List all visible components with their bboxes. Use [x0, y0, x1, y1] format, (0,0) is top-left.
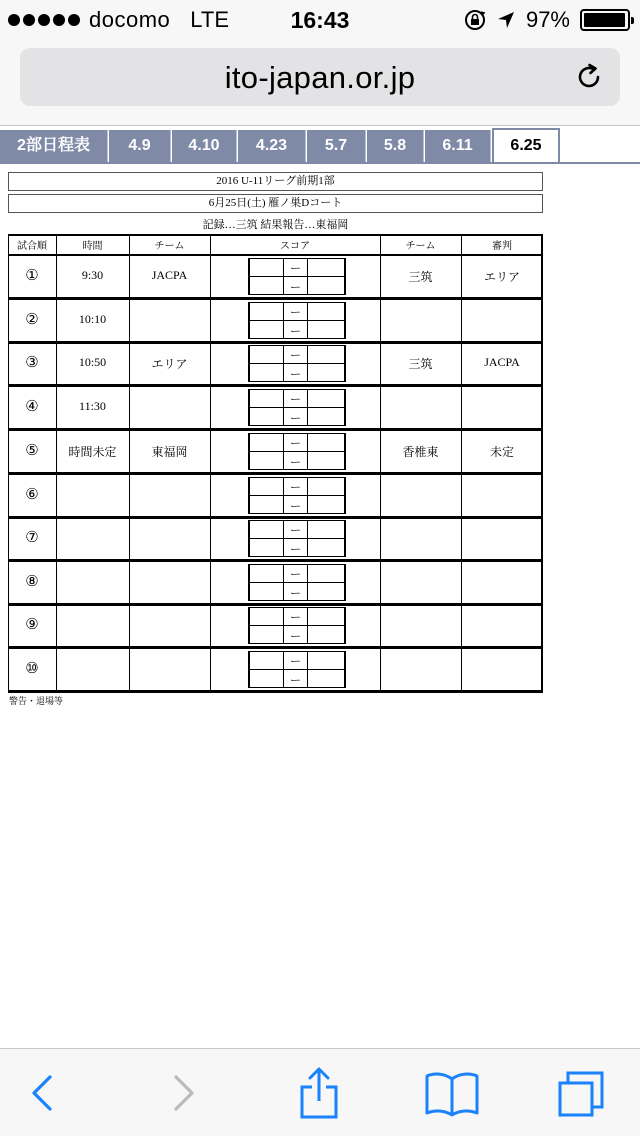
score-dash: ー — [290, 656, 301, 668]
row-col-line — [56, 517, 57, 561]
cell-team2: 三筑 — [408, 357, 433, 371]
row-divider — [8, 472, 543, 475]
tab-2[interactable]: 4.10 — [172, 130, 237, 162]
row-col-line — [461, 561, 462, 605]
score-dash: ー — [290, 282, 301, 294]
tab-5[interactable]: 5.8 — [367, 130, 424, 162]
cell-time: 時間未定 — [68, 445, 117, 459]
score-dash: ー — [290, 394, 301, 406]
row-col-line — [461, 604, 462, 648]
row-col-line — [210, 386, 211, 430]
tab-7[interactable]: 6.25 — [492, 128, 560, 162]
header-divider — [8, 254, 543, 256]
row-col-line — [129, 604, 130, 648]
score-dash: ー — [290, 525, 301, 537]
row-col-line — [210, 561, 211, 605]
row-col-line — [56, 474, 57, 518]
bookmarks-icon[interactable] — [424, 1067, 480, 1119]
cell-no: ④ — [25, 399, 39, 415]
cell-team2: 香椎東 — [402, 445, 439, 459]
date-tab-strip — [0, 128, 640, 164]
header-time: 時間 — [82, 241, 103, 252]
carrier-name: docomo — [89, 7, 171, 32]
score-box-top — [248, 258, 346, 259]
score-box-mid — [248, 363, 346, 364]
grid-border-right — [541, 234, 543, 692]
score-box-mid — [248, 495, 346, 496]
cell-referee: エリア — [483, 270, 520, 284]
score-box-mid — [248, 625, 346, 626]
row-col-line — [210, 648, 211, 692]
score-dash: ー — [290, 263, 301, 275]
status-bar — [0, 0, 640, 40]
row-divider — [8, 297, 543, 300]
score-dash: ー — [290, 350, 301, 362]
footnote: 警告・退場等 — [9, 696, 64, 706]
row-col-line — [210, 604, 211, 648]
score-box-mid — [248, 407, 346, 408]
score-box-top — [248, 302, 346, 303]
status-right — [464, 7, 630, 33]
cell-time: 11:30 — [79, 399, 106, 413]
address-bar[interactable] — [20, 48, 620, 106]
record-note: 記録…三筑 結果報告…東福岡 — [202, 219, 349, 231]
score-dash: ー — [290, 569, 301, 581]
score-box-mid — [248, 669, 346, 670]
score-dash: ー — [290, 631, 301, 643]
row-divider — [8, 428, 543, 431]
status-time: 16:43 — [290, 7, 350, 33]
battery-percent: 97% — [525, 7, 570, 32]
row-col-line — [380, 561, 381, 605]
score-box-top — [248, 651, 346, 652]
row-divider — [8, 646, 543, 649]
cell-referee: JACPA — [484, 355, 520, 369]
browser-toolbar — [0, 1048, 640, 1136]
forward-chevron-icon[interactable] — [158, 1067, 208, 1119]
row-col-line — [210, 342, 211, 386]
score-box-mid — [248, 538, 346, 539]
tab-0[interactable]: 2部日程表 — [0, 130, 108, 162]
grid-border-top — [8, 234, 543, 236]
score-box-mid — [248, 451, 346, 452]
cell-no: ① — [25, 268, 39, 284]
row-col-line — [461, 474, 462, 518]
tab-3[interactable]: 4.23 — [238, 130, 306, 162]
row-col-line — [461, 299, 462, 343]
row-col-line — [380, 474, 381, 518]
score-box-mid — [248, 320, 346, 321]
row-col-line — [210, 299, 211, 343]
grid-border-bottom — [8, 690, 543, 693]
score-box-mid — [248, 276, 346, 277]
header-score: スコア — [280, 241, 310, 252]
row-col-line — [461, 648, 462, 692]
browser-header — [0, 40, 640, 126]
score-box-top — [248, 433, 346, 434]
row-col-line — [56, 648, 57, 692]
rotation-lock-icon — [464, 9, 486, 31]
schedule-title: 2016 U-11リーグ前期1部 — [8, 172, 543, 191]
cell-no: ⑩ — [25, 661, 39, 677]
cell-time: 10:10 — [78, 312, 107, 326]
cell-team1: エリア — [151, 357, 188, 371]
back-chevron-icon[interactable] — [18, 1067, 68, 1119]
row-col-line — [129, 517, 130, 561]
location-arrow-icon — [496, 10, 516, 30]
row-col-line — [380, 386, 381, 430]
row-col-line — [210, 474, 211, 518]
row-col-line — [56, 561, 57, 605]
score-dash: ー — [290, 482, 301, 494]
network-type: LTE — [190, 7, 229, 32]
row-col-line — [129, 474, 130, 518]
tab-1[interactable]: 4.9 — [109, 130, 171, 162]
schedule-table — [8, 234, 543, 692]
score-box-top — [248, 389, 346, 390]
cell-no: ⑨ — [25, 617, 39, 633]
score-dash: ー — [290, 612, 301, 624]
row-divider — [8, 341, 543, 344]
battery-icon — [580, 9, 630, 31]
cell-team1: JACPA — [151, 268, 188, 282]
score-dash: ー — [290, 326, 301, 338]
score-box-top — [248, 520, 346, 521]
row-col-line — [380, 648, 381, 692]
header-team1: チーム — [154, 241, 185, 252]
score-dash: ー — [290, 457, 301, 469]
header-team2: チーム — [405, 241, 436, 252]
row-col-line — [129, 299, 130, 343]
cell-no: ③ — [25, 355, 39, 371]
url-text[interactable]: ito-japan.or.jp — [224, 60, 416, 95]
cell-team2: 三筑 — [408, 270, 433, 284]
row-col-line — [461, 517, 462, 561]
cell-no: ⑥ — [25, 487, 39, 503]
score-box-top — [248, 345, 346, 346]
row-col-line — [380, 604, 381, 648]
score-box-top — [248, 607, 346, 608]
cell-referee: 未定 — [489, 445, 514, 459]
score-box-mid — [248, 582, 346, 583]
row-col-line — [210, 517, 211, 561]
row-col-line — [380, 299, 381, 343]
row-col-line — [380, 517, 381, 561]
cell-team1: 東福岡 — [151, 445, 188, 459]
score-dash: ー — [290, 307, 301, 319]
row-divider — [8, 516, 543, 519]
tab-6[interactable]: 6.11 — [425, 130, 491, 162]
row-col-line — [129, 648, 130, 692]
tabs-icon[interactable] — [556, 1067, 606, 1119]
row-divider — [8, 603, 543, 606]
score-dash: ー — [290, 588, 301, 600]
row-divider — [8, 559, 543, 562]
schedule-date-venue: 6月25日(土) 雁ノ巣Dコート — [8, 194, 543, 213]
tab-4[interactable]: 5.7 — [307, 130, 366, 162]
cell-time: 10:50 — [78, 355, 107, 369]
cell-no: ⑤ — [25, 443, 39, 459]
cell-no: ⑧ — [25, 574, 39, 590]
score-dash: ー — [290, 501, 301, 513]
row-col-line — [210, 430, 211, 474]
reload-icon[interactable] — [574, 62, 604, 92]
row-col-line — [129, 561, 130, 605]
score-box-top — [248, 477, 346, 478]
row-col-line — [461, 386, 462, 430]
row-divider — [8, 384, 543, 387]
battery-level — [584, 13, 625, 27]
header-order: 試合順 — [17, 241, 47, 252]
score-dash: ー — [290, 369, 301, 381]
score-dash: ー — [290, 544, 301, 556]
row-col-line — [56, 604, 57, 648]
cell-time: 9:30 — [81, 268, 104, 282]
share-icon[interactable] — [294, 1067, 344, 1119]
row-col-line — [129, 386, 130, 430]
score-dash: ー — [290, 413, 301, 425]
score-box-top — [248, 564, 346, 565]
score-dash: ー — [290, 675, 301, 687]
cell-no: ② — [25, 312, 39, 328]
header-referee: 審判 — [492, 241, 512, 252]
score-dash: ー — [290, 438, 301, 450]
cell-no: ⑦ — [25, 530, 39, 546]
row-col-line — [210, 255, 211, 299]
